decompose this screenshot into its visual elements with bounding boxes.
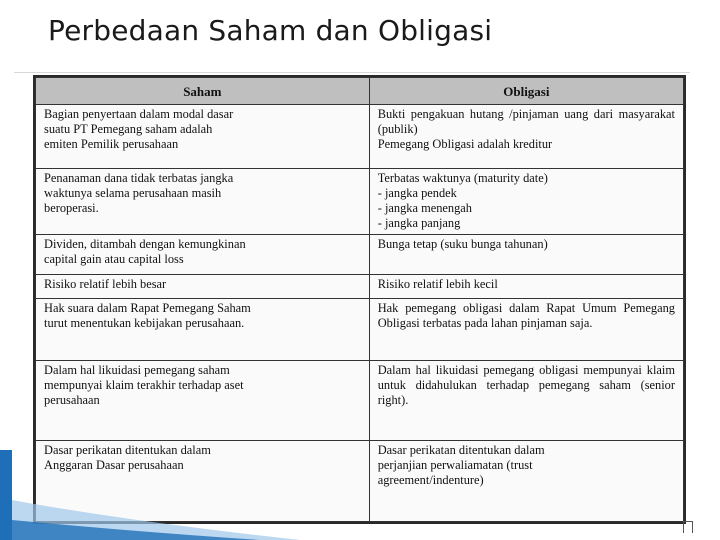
- obligasi-cell-text: Bunga tetap (suku bunga tahunan): [377, 237, 548, 251]
- obligasi-cell: [369, 299, 683, 361]
- deco-bar: [0, 450, 12, 540]
- header-obligasi: Obligasi: [369, 78, 683, 105]
- table-row: [36, 299, 684, 361]
- table-header-row: [36, 78, 684, 105]
- table-row: [36, 275, 684, 299]
- obligasi-cell: [369, 235, 683, 275]
- corner-mark: [683, 521, 693, 533]
- saham-cell-text: Hak suara dalam Rapat Pemegang Saham turut menentukan kebijakan perusahaan.: [44, 301, 251, 330]
- comparison-table-frame: [33, 75, 686, 524]
- saham-cell-text: Dalam hal likuidasi pemegang saham mempunyai klaim terakhir terhadap aset perusahaan: [44, 363, 244, 407]
- saham-cell: [36, 105, 370, 169]
- header-saham: Saham: [36, 78, 370, 105]
- table-row: [36, 361, 684, 441]
- obligasi-cell-text: Terbatas waktunya (maturity date) - jangka pendek - jangka menengah - jangka panjang: [377, 171, 548, 230]
- obligasi-cell-text: Hak pemegang obligasi dalam Rapat Umum Pemegang Obligasi terbatas pada lahan pinjaman saja.: [377, 301, 675, 330]
- title-divider: [14, 72, 690, 73]
- obligasi-cell: [369, 361, 683, 441]
- obligasi-cell: [369, 169, 683, 235]
- table-row: [36, 441, 684, 522]
- table-row: [36, 105, 684, 169]
- saham-cell-text: Bagian penyertaan dalam modal dasar suatu PT Pemegang saham adalah emiten Pemilik perusahaan: [44, 107, 234, 151]
- obligasi-cell: [369, 105, 683, 169]
- saham-cell: [36, 275, 370, 299]
- saham-cell-text: Penanaman dana tidak terbatas jangka waktunya selama perusahaan masih beroperasi.: [44, 171, 234, 215]
- saham-cell-text: Risiko relatif lebih besar: [44, 277, 167, 291]
- saham-cell-text: Dividen, ditambah dengan kemungkinan capital gain atau capital loss: [44, 237, 246, 266]
- obligasi-cell-text: Risiko relatif lebih kecil: [377, 277, 498, 291]
- obligasi-cell: [369, 275, 683, 299]
- obligasi-cell-text: Dasar perikatan ditentukan dalam perjanjian perwaliamatan (trust agreement/indenture): [377, 443, 545, 487]
- saham-cell-text: Dasar perikatan ditentukan dalam Anggaran Dasar perusahaan: [44, 443, 211, 472]
- saham-cell: [36, 361, 370, 441]
- saham-cell: [36, 299, 370, 361]
- table-row: [36, 235, 684, 275]
- obligasi-cell: [369, 441, 683, 522]
- obligasi-cell-text: Dalam hal likuidasi pemegang obligasi mempunyai klaim untuk didahulukan terhadap pemegang saham (senior right).: [377, 363, 675, 407]
- comparison-table: [35, 77, 684, 522]
- saham-cell: [36, 235, 370, 275]
- obligasi-cell-text: Bukti pengakuan hutang /pinjaman uang dari masyarakat (publik) Pemegang Obligasi adalah kreditur: [377, 107, 675, 151]
- saham-cell: [36, 169, 370, 235]
- saham-cell: [36, 441, 370, 522]
- table-row: [36, 169, 684, 235]
- slide-title: Perbedaan Saham dan Obligasi: [48, 14, 493, 47]
